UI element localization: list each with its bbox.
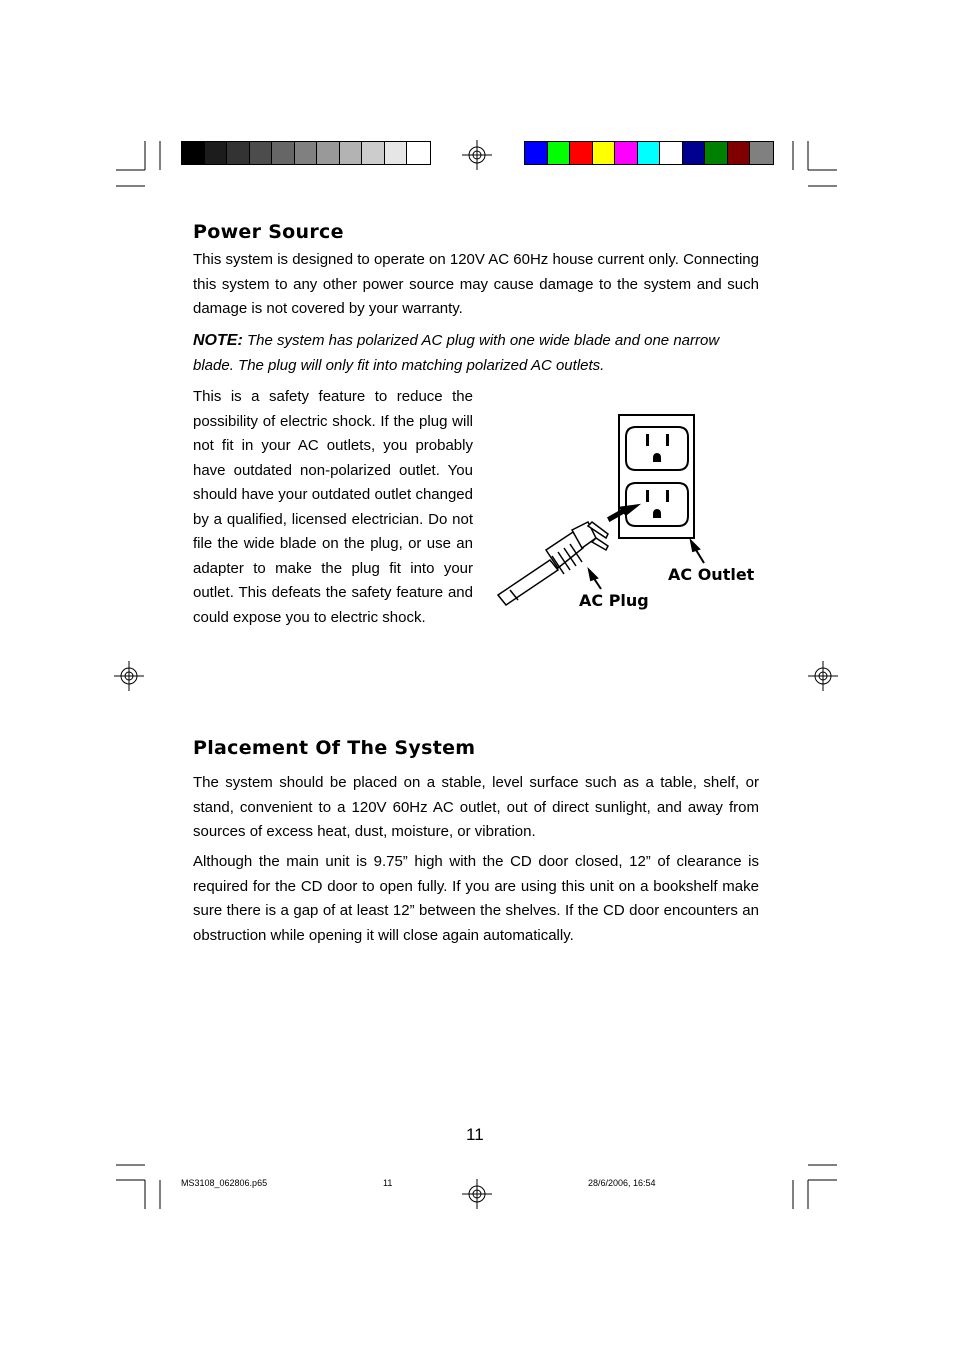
note-text: The system has polarized AC plug with one wide blade and one narrow blade. The plug will only fit into matching polarized AC outlets.: [193, 332, 720, 374]
placement-paragraph-2: Although the main unit is 9.75” high with the CD door closed, 12” of clearance is required for the CD door to open fully. If you are using this unit on a bookshelf make sure there is a gap of at least 12” between the shelves. If the CD door encounters an obstruction while opening it will close again automatically.: [193, 853, 759, 944]
grayscale-calibration-bar: [181, 141, 431, 165]
color-swatch: [317, 142, 340, 164]
power-source-paragraph: This system is designed to operate on 120V AC 60Hz house current only. Connecting this system to any other power source may cause damage to the system and such damage is not covered by your warranty.: [193, 251, 759, 317]
color-swatch: [407, 142, 430, 164]
color-swatch: [660, 142, 683, 164]
color-swatch: [638, 142, 661, 164]
footer-datetime: 28/6/2006, 16:54: [588, 1178, 656, 1188]
color-calibration-bar: [524, 141, 774, 165]
wall-plate: [619, 415, 694, 538]
color-swatch: [295, 142, 318, 164]
color-swatch: [525, 142, 548, 164]
footer-page: 11: [383, 1178, 393, 1188]
page-number: 11: [466, 1125, 484, 1144]
color-swatch: [615, 142, 638, 164]
ac-plug-label: AC Plug: [579, 591, 649, 610]
safety-paragraph: This is a safety feature to reduce the possibility of electric shock. If the plug will not fit in your AC outlets, you probably have outdated non-polarized outlet. You should have your outdated outlet changed by a qualified, licensed electrician. Do not file the wide blade on the plug, or use an adapter to make the plug fit into your outlet. This defeats the safety feature and could expose you to electric shock.: [193, 388, 473, 626]
footer-filename: MS3108_062806.p65: [181, 1178, 268, 1188]
outlet-plug-illustration: [488, 410, 768, 620]
color-swatch: [362, 142, 385, 164]
color-swatch: [683, 142, 706, 164]
color-swatch: [570, 142, 593, 164]
color-swatch: [385, 142, 408, 164]
color-swatch: [205, 142, 228, 164]
color-swatch: [340, 142, 363, 164]
color-swatch: [182, 142, 205, 164]
color-swatch: [593, 142, 616, 164]
color-swatch: [227, 142, 250, 164]
note-paragraph: [193, 329, 763, 378]
color-swatch: [548, 142, 571, 164]
power-source-heading: Power Source: [193, 221, 344, 243]
placement-paragraph-1: The system should be placed on a stable, level surface such as a table, shelf, or stand, convenient to a 120V 60Hz AC outlet, out of direct sunlight, and away from sources of excess heat, dust, moisture, or vibration.: [193, 774, 759, 840]
placement-heading: Placement Of The System: [193, 737, 476, 759]
color-swatch: [750, 142, 773, 164]
note-label: NOTE:: [193, 332, 243, 349]
color-swatch: [705, 142, 728, 164]
ac-outlet-label: AC Outlet: [668, 565, 755, 584]
color-swatch: [728, 142, 751, 164]
color-swatch: [250, 142, 273, 164]
color-swatch: [272, 142, 295, 164]
